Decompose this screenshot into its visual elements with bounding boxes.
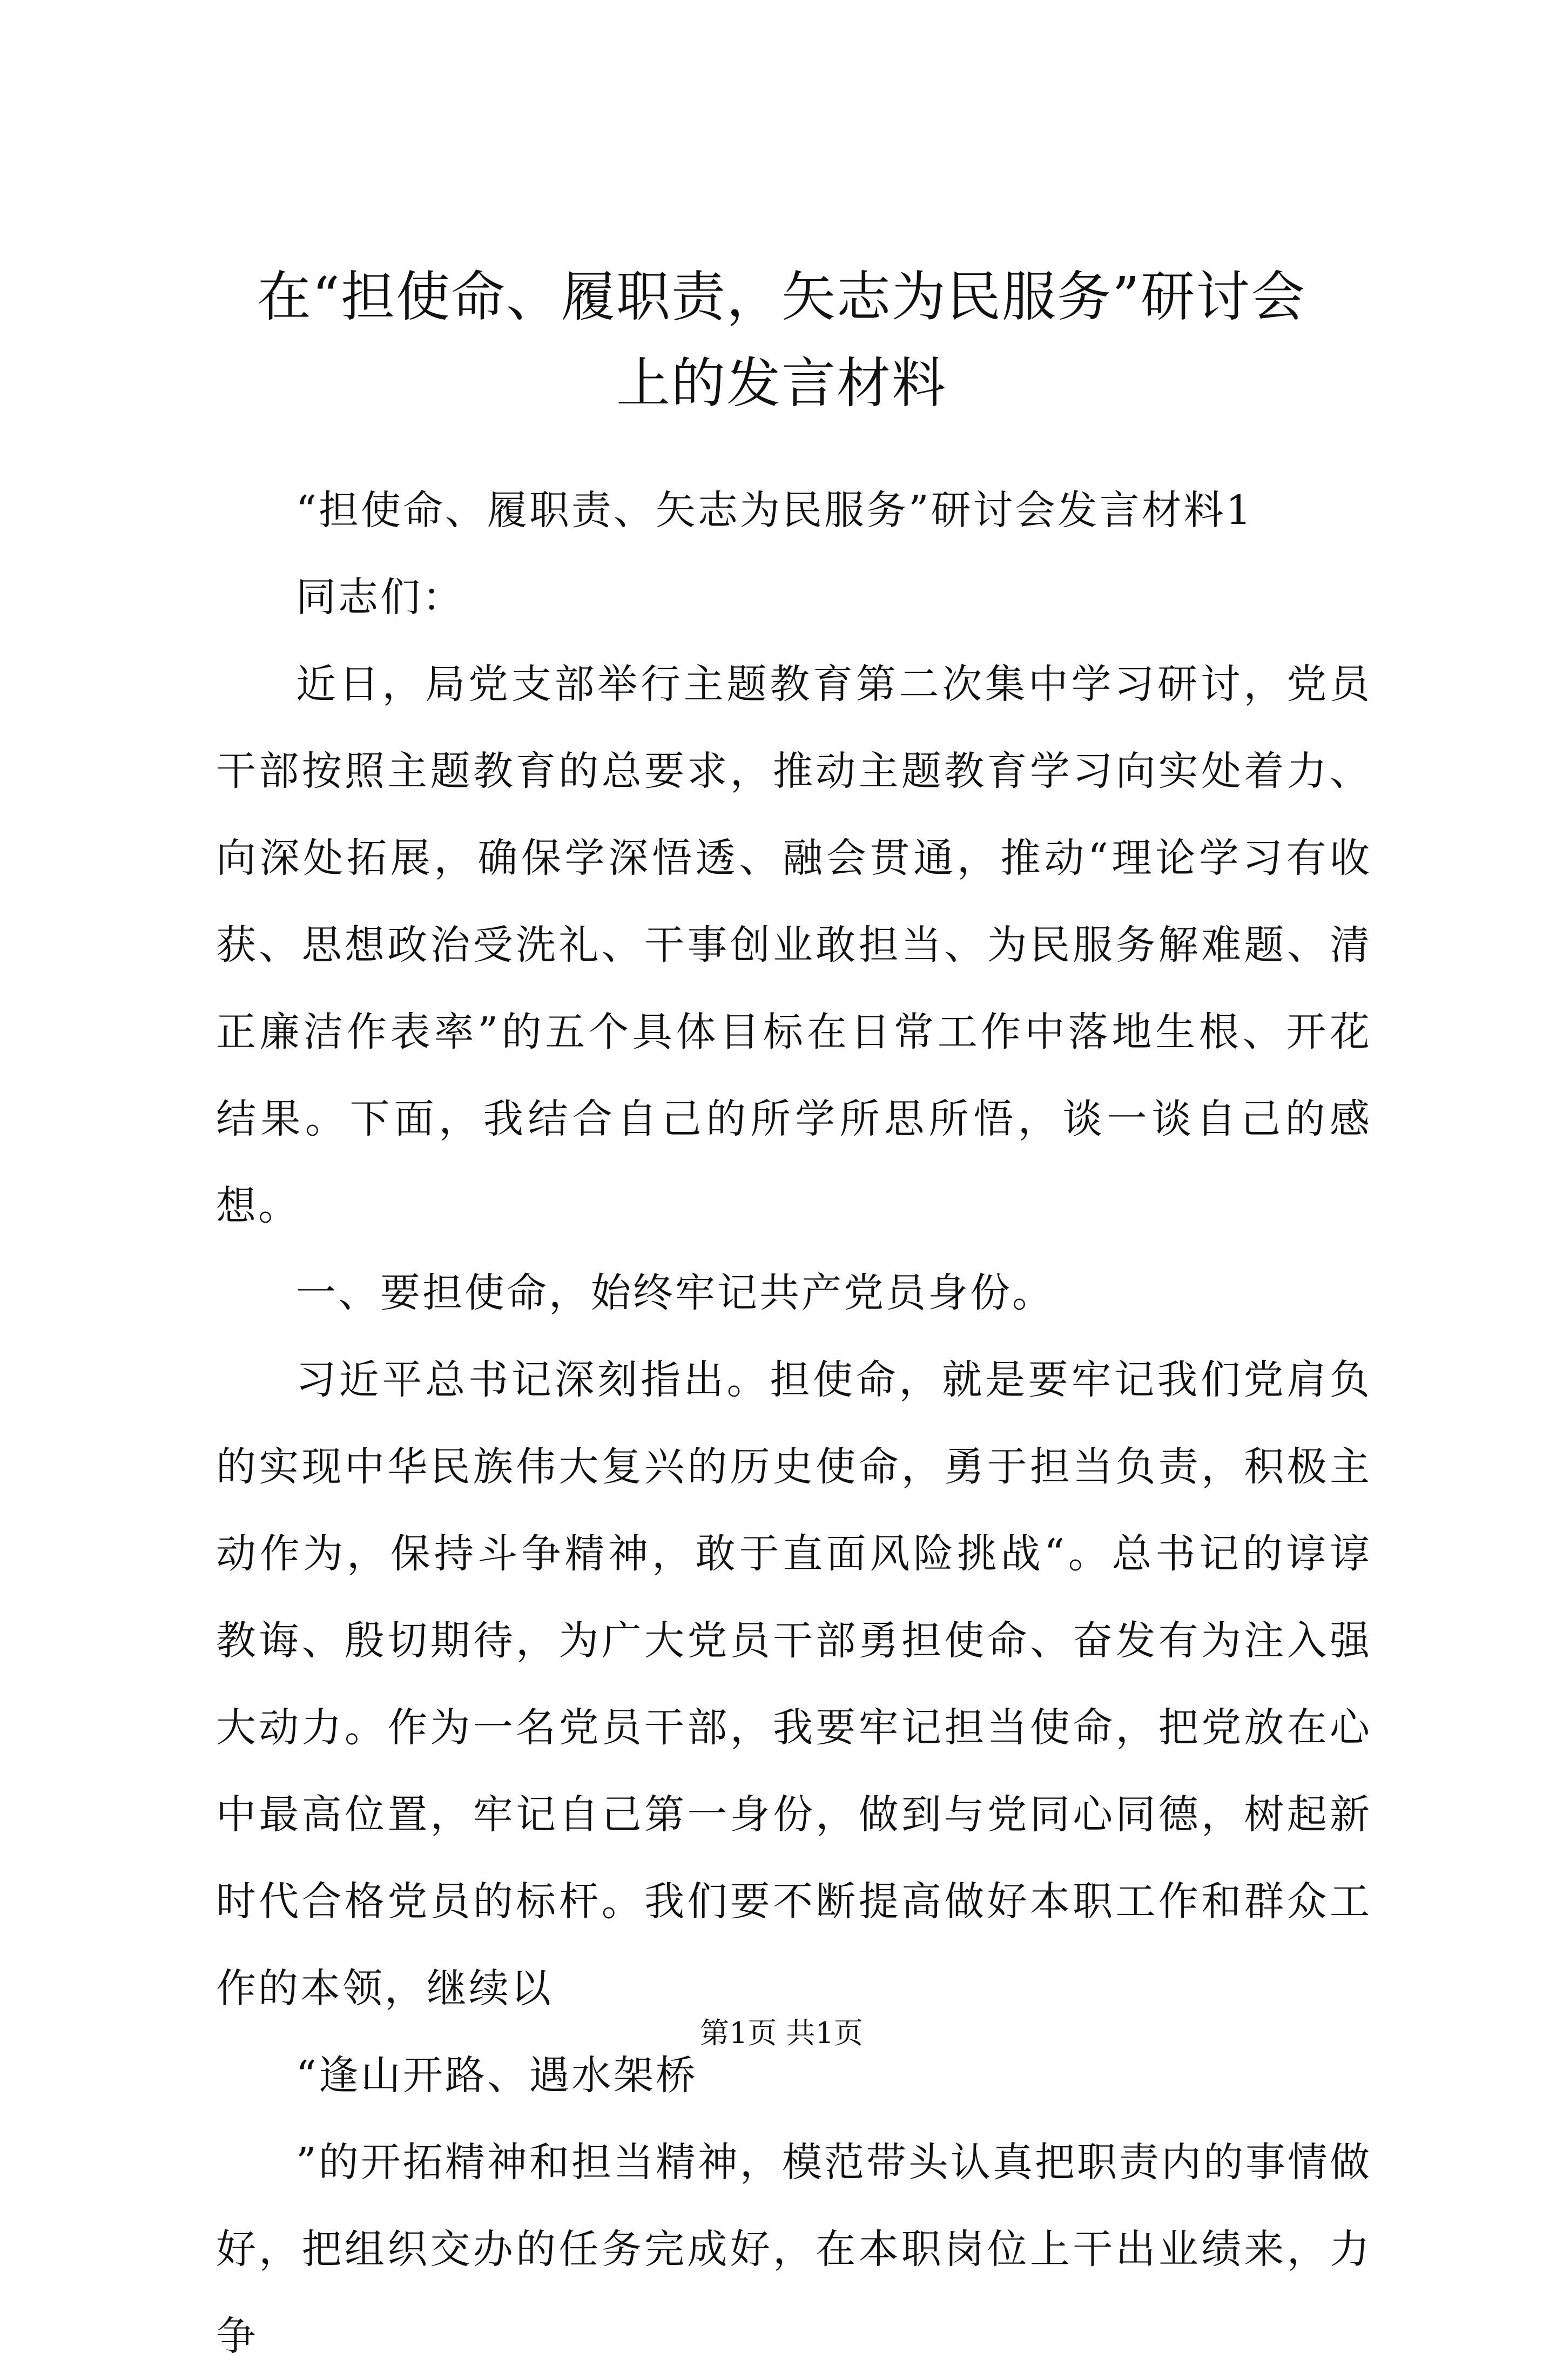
title-line-1: 在“担使命、履职责，矢志为民服务”研讨会 (257, 265, 1306, 328)
subtitle-paragraph: “担使命、履职责、矢志为民服务”研讨会发言材料1 (296, 487, 1254, 534)
quote-paragraph: “逢山开路、遇水架桥 (296, 2052, 698, 2099)
section-heading-1: 一、要担使命，始终牢记共产党员身份。 (296, 1270, 1054, 1316)
document-title (178, 254, 1385, 427)
continuation-paragraph: ”的开拓精神和担当精神，模范带头认真把职责内的事情做好，把组织交办的任务完成好，在本职岗位上干出业绩来，力争 (216, 2139, 1372, 2359)
title-line-2: 上的发言材料 (616, 352, 947, 415)
salutation-paragraph: 同志们： (296, 574, 464, 621)
document-body (216, 467, 1372, 2380)
body-paragraph: 习近平总书记深刻指出。担使命，就是要牢记我们党肩负的实现中华民族伟大复兴的历史使命，勇于担当负责，积极主动作为，保持斗争精神，敢于直面风险挑战“。总书记的谆谆教诲、殷切期待，为广大党员干部勇担使命、奋发有为注入强大动力。作为一名党员干部，我要牢记担当使命，把党放在心中最高位置，牢记自己第一身份，做到与党同心同德，树起新时代合格党员的标杆。我们要不断提高做好本职工作和群众工作的本领，继续以 (216, 1357, 1372, 2012)
page-footer: 第1页 共1页 (700, 2016, 863, 2050)
intro-paragraph: 近日，局党支部举行主题教育第二次集中学习研讨，党员干部按照主题教育的总要求，推动主题教育学习向实处着力、向深处拓展，确保学深悟透、融会贯通，推动“理论学习有收获、思想政治受洗礼、干事创业敢担当、为民服务解难题、清正廉洁作表率”的五个具体目标在日常工作中落地生根、开花结果。下面，我结合自己的所学所思所悟，谈一谈自己的感想。 (216, 661, 1372, 1229)
